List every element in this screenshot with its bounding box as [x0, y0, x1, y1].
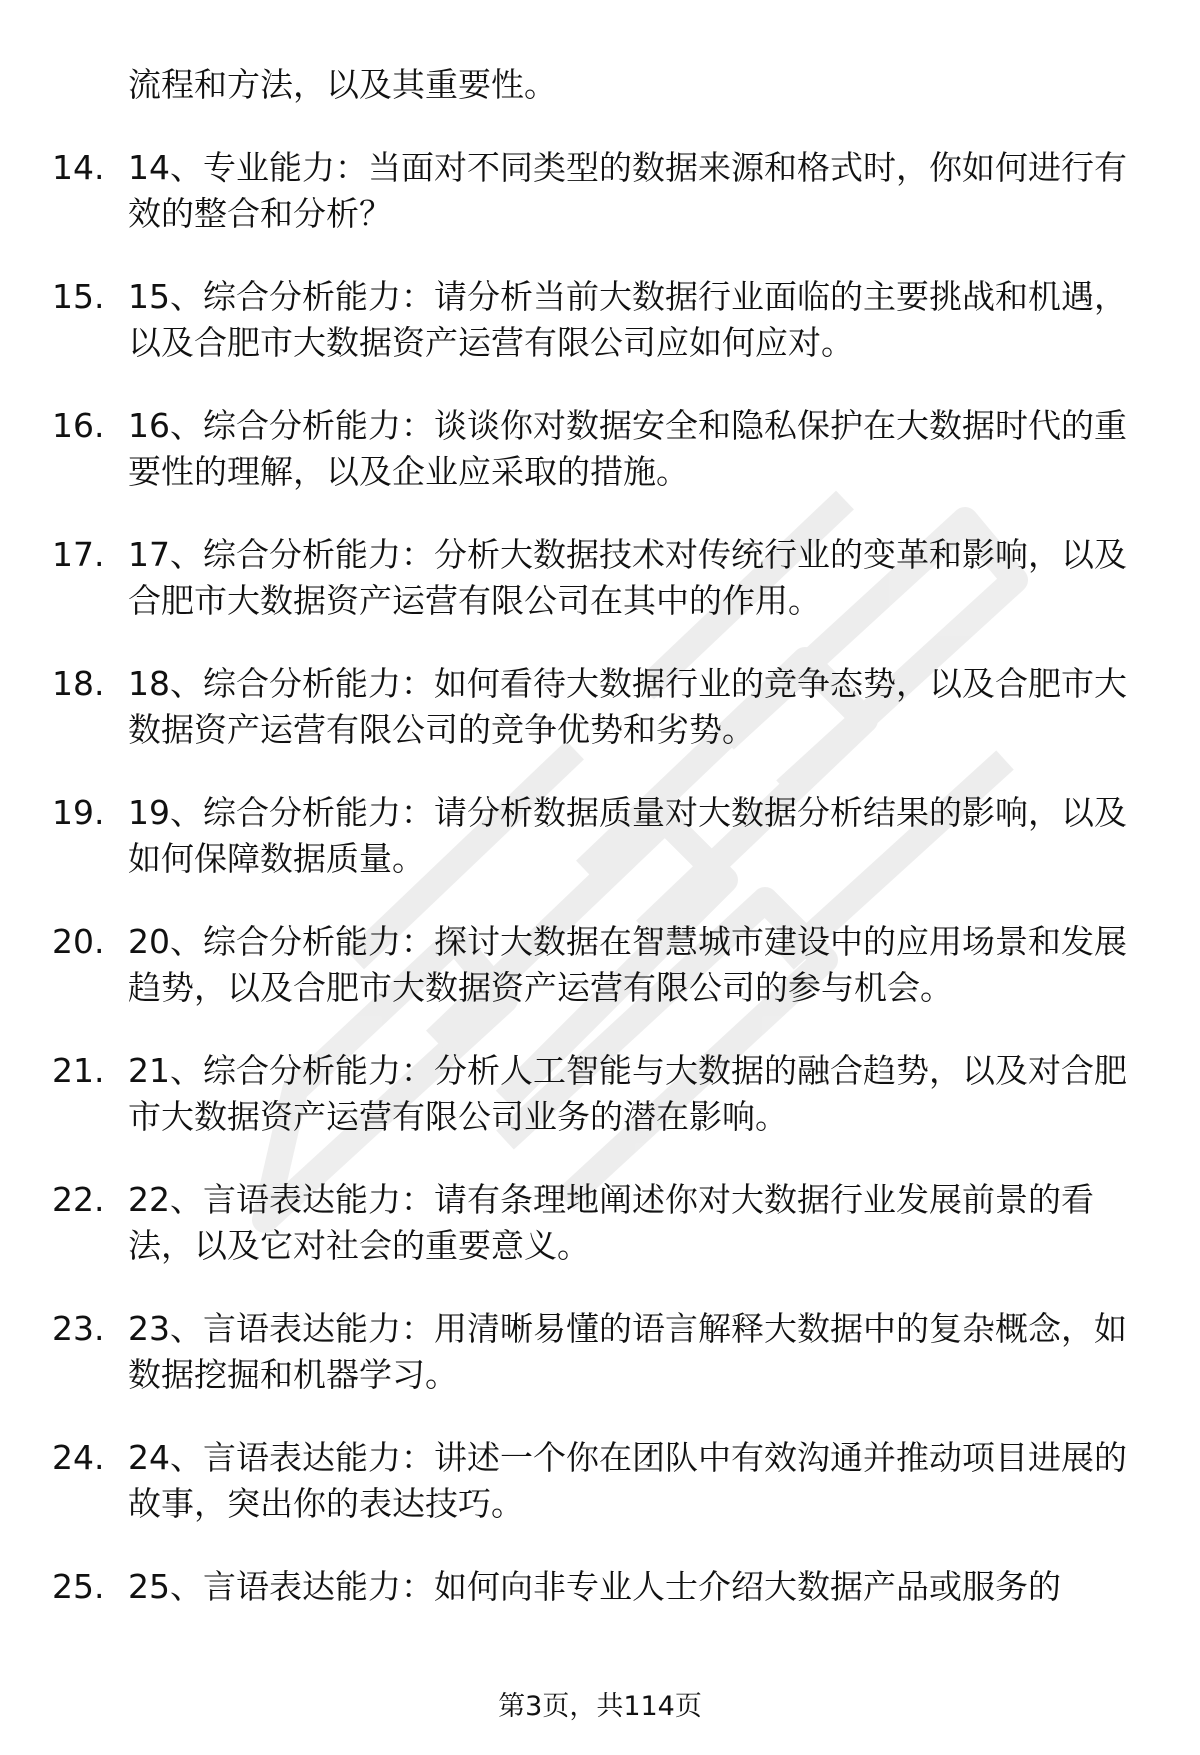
- list-item-text: 22、言语表达能力：请有条理地阐述你对大数据行业发展前景的看法，以及它对社会的重要意义。: [128, 1180, 1094, 1265]
- list-item-number: 15.: [52, 277, 105, 316]
- list-item-text: 18、综合分析能力：如何看待大数据行业的竞争态势，以及合肥市大数据资产运营有限公司的竞争优势和劣势。: [128, 664, 1127, 749]
- list-item: [52, 532, 1157, 624]
- list-item-number: 16.: [52, 406, 105, 445]
- list-item-text: 17、综合分析能力：分析大数据技术对传统行业的变革和影响，以及合肥市大数据资产运营有限公司在其中的作用。: [128, 535, 1127, 620]
- list-item-text: 23、言语表达能力：用清晰易懂的语言解释大数据中的复杂概念，如数据挖掘和机器学习。: [128, 1309, 1127, 1394]
- list-item: [52, 145, 1157, 237]
- question-list: [52, 145, 1157, 1647]
- list-item: [52, 1306, 1157, 1398]
- list-item-number: 24.: [52, 1438, 105, 1477]
- list-item-number: 22.: [52, 1180, 105, 1219]
- list-item-number: 17.: [52, 535, 105, 574]
- list-item: [52, 1048, 1157, 1140]
- list-item-number: 19.: [52, 793, 105, 832]
- list-item-number: 20.: [52, 922, 105, 961]
- list-item-number: 14.: [52, 148, 105, 187]
- list-item-text: 15、综合分析能力：请分析当前大数据行业面临的主要挑战和机遇，以及合肥市大数据资产运营有限公司应如何应对。: [128, 277, 1127, 362]
- list-item-number: 25.: [52, 1567, 105, 1606]
- list-item: [52, 661, 1157, 753]
- list-item: [52, 274, 1157, 366]
- list-item: [52, 1177, 1157, 1269]
- list-item-number: 21.: [52, 1051, 105, 1090]
- list-item-text: 24、言语表达能力：讲述一个你在团队中有效沟通并推动项目进展的故事，突出你的表达技巧。: [128, 1438, 1127, 1523]
- list-item-number: 23.: [52, 1309, 105, 1348]
- list-item: [52, 1435, 1157, 1527]
- list-item-text: 14、专业能力：当面对不同类型的数据来源和格式时，你如何进行有效的整合和分析？: [128, 148, 1127, 233]
- list-item: [52, 919, 1157, 1011]
- list-item: [52, 403, 1157, 495]
- list-item-text: 19、综合分析能力：请分析数据质量对大数据分析结果的影响，以及如何保障数据质量。: [128, 793, 1127, 878]
- list-item: [52, 1564, 1157, 1610]
- list-item-text: 25、言语表达能力：如何向非专业人士介绍大数据产品或服务的: [128, 1567, 1061, 1606]
- page-footer: 第3页，共114页: [498, 1691, 702, 1722]
- list-item: [52, 790, 1157, 882]
- list-item-text: 20、综合分析能力：探讨大数据在智慧城市建设中的应用场景和发展趋势，以及合肥市大数据资产运营有限公司的参与机会。: [128, 922, 1127, 1007]
- continuation-text: 流程和方法，以及其重要性。: [128, 65, 557, 104]
- list-item-text: 21、综合分析能力：分析人工智能与大数据的融合趋势，以及对合肥市大数据资产运营有限公司业务的潜在影响。: [128, 1051, 1127, 1136]
- list-item-number: 18.: [52, 664, 105, 703]
- list-item-text: 16、综合分析能力：谈谈你对数据安全和隐私保护在大数据时代的重要性的理解，以及企业应采取的措施。: [128, 406, 1127, 491]
